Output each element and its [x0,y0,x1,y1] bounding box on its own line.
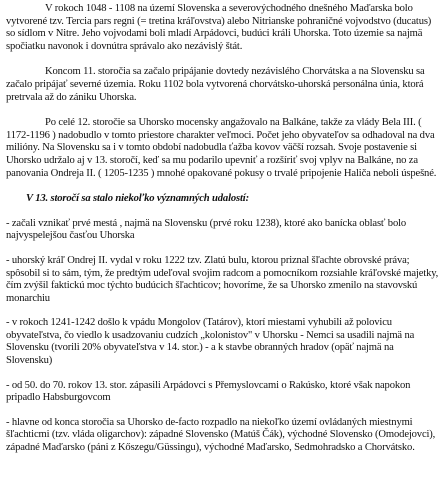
list-item-first-towns: - začali vznikať prvé mestá , najmä na Slovensku (prvé roku 1238), ktoré ako banícka oblasť bolo najvyspelejšou časťou Uhorska [6,217,407,242]
paragraph-gap [6,206,441,218]
list-item-oligarchs: - hlavne od konca storočia sa Uhorsko de-facto rozpadlo na niekoľko území ovládaných miestnymi šľachticmi (tzv. vláda oligarchov): západné Slovensko (Matúš Čák), východné Slovensko (Omodejovci), západné Maďarsko (páni z Kőszegu/Güssingu), východné Maďarsko, Sedmohradsko a Chorvátsko. [6,416,436,454]
paragraph-croatia-union: Koncom 11. storočia sa začalo pripájanie dovtedy nezávislého Chorvátska a na Slovensku sa začalo pripájať severné územia. Roku 1102 bola vytvorená chorvátsko-uhorská personálna únia, ktorá pretrvala až do zániku Uhorska. [6,66,425,103]
paragraph-gap [6,104,441,117]
paragraph-gap [6,305,441,317]
paragraph-tercia-pars-regni: V rokoch 1048 - 1108 na území Slovenska a severovýchodného dnešného Maďarska bolo vytvorené tzv. Tercia pars regni (= tretina kráľovstva) alebo Nitrianske pohraničné vojvodstvo (ducatus) so sídlom v Nitre. Jeho vojvodami boli mladí Arpádovci, budúci králi Uhorska. Toto územie sa najmä spočiatku navonok i dovnútra správalo ako nezávislý štát. [6,3,432,52]
paragraph-gap [6,368,441,380]
paragraph-gap [6,243,441,255]
list-item-austria-struggle: - od 50. do 70. rokov 13. stor. zápasili Arpádovci s Přemyslovcami o Rakúsko, ktoré však napokon pripadlo Habsburgovcom [6,379,411,404]
list-item-golden-bull: - uhorský kráľ Ondrej II. vydal v roku 1222 tzv. Zlatú bulu, ktorou priznal šľachte obrovské práva; spôsobil si to sám, tým, že predtým udeľoval svojim radcom a pomocníkom rozsiahle kráľovské majetky, čím zvýšil faktickú moc týchto budúcich šľachticov; hovoríme, že sa Uhorsko zmenilo na stavovskú monarchiu [6,254,439,304]
paragraph-12th-century: Po celé 12. storočie sa Uhorsko mocensky angažovalo na Balkáne, takže za vlády Bela III. ( 1172-1196 ) nadobudlo v tomto priestore charakter veľmoci. Počet jeho obyvateľov sa odhadoval na dva milióny. Na Slovensku sa i v tomto období nadobudla ťažba kovov väčší rozsah. Svoje postavenie si Uhorsko udržalo aj v 13. storočí, keď sa mu podarilo upevniť a rozšíriť svoj vplyv na Balkáne, no za panovania Ondreja II. ( 1205-1235 ) mnohé opakované pokusy o trvalé pripojenie Haliča neboli úspešné. [6,117,437,179]
paragraph-gap [6,405,441,417]
section-heading: V 13. storočí sa stalo niekoľko významných udalostí: [26,193,249,205]
paragraph-gap [6,180,441,193]
list-item-mongol-invasion: - v rokoch 1241-1242 došlo k vpádu Mongolov (Tatárov), ktorí miestami vyhubili až polovicu obyvateľstva, čo viedlo k usadzovaniu cudzích „kolonistov" v Uhorsku - Nemci sa usadili najmä na Slovensku (tvorili 20% obyvateľstva v 14. stor.) - a k stavbe obranných hradov (opäť najmä na Slovensku) [6,317,415,367]
paragraph-gap [6,53,441,66]
